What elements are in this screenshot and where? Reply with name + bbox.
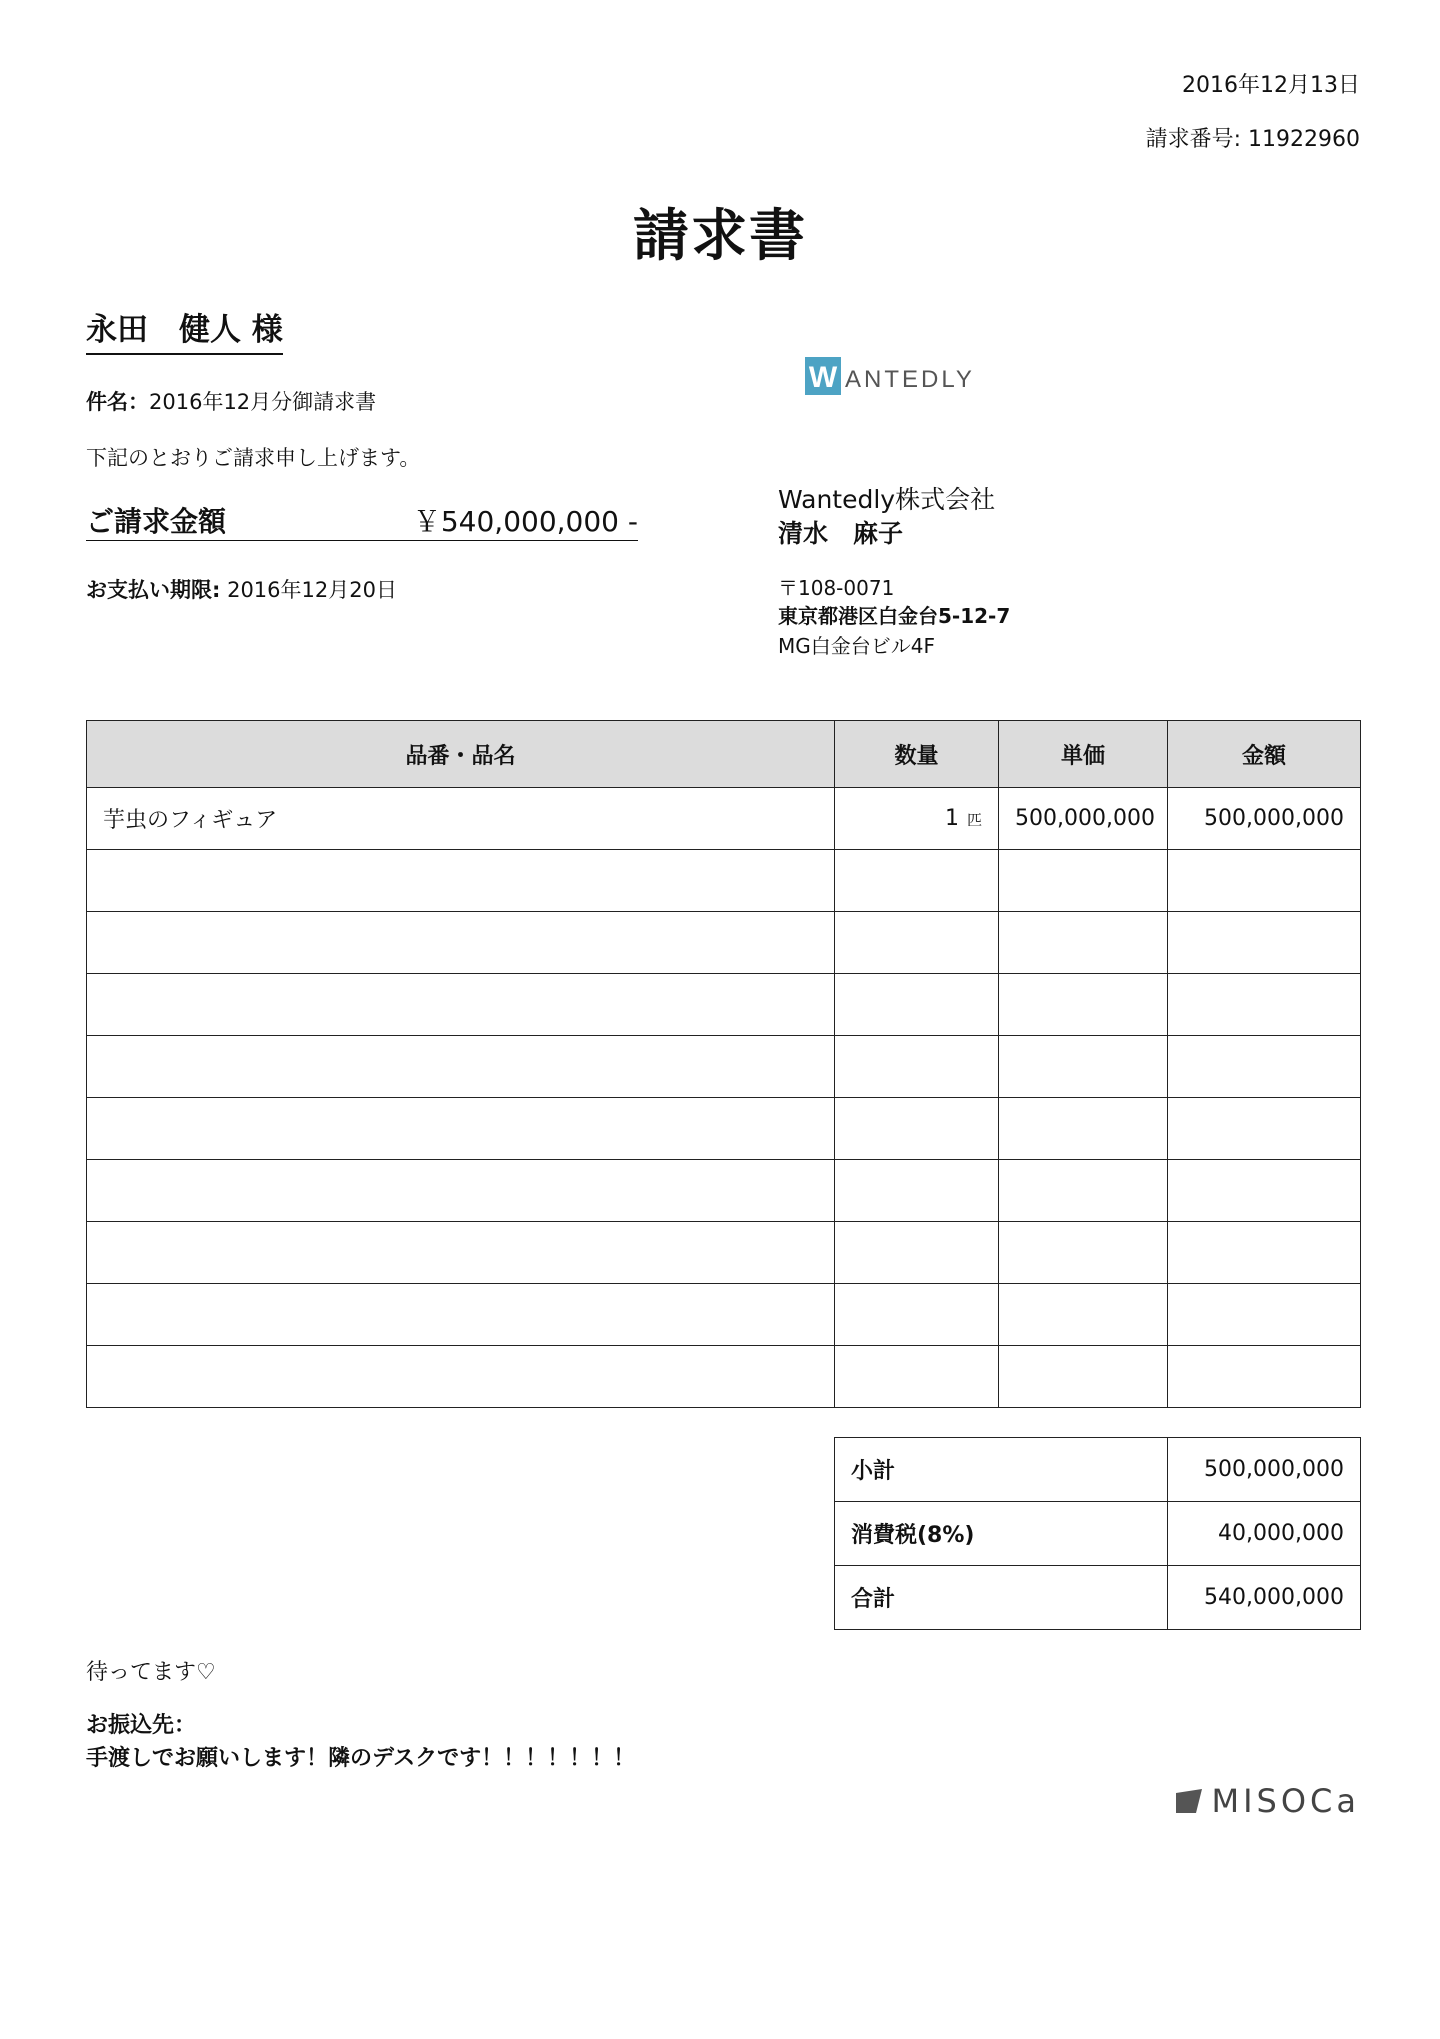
misoca-logo-icon (1176, 1789, 1202, 1813)
amount-cell (1168, 912, 1361, 974)
sender-address-line1: 東京都港区白金台5-12-7 (778, 604, 1011, 628)
table-row (87, 788, 1361, 850)
item-name-cell (87, 1160, 835, 1222)
items-table (86, 720, 1361, 1408)
subtotal-label: 小計 (835, 1438, 1168, 1502)
item-name-cell (87, 788, 835, 850)
misoca-logo (1176, 1783, 1361, 1819)
total-label: 合計 (835, 1566, 1168, 1630)
note-message: 待ってます♡ (86, 1660, 216, 1685)
sender-person: 清水 麻子 (778, 519, 904, 548)
tax-label: 消費税(8%) (835, 1502, 1168, 1566)
quantity-cell (835, 974, 999, 1036)
total-row (835, 1566, 1361, 1630)
billing-amount (86, 500, 638, 541)
amount-cell (1168, 974, 1361, 1036)
quantity-cell-text: 1 (944, 806, 959, 831)
table-row (87, 974, 1361, 1036)
quantity-cell (835, 788, 999, 850)
table-row (87, 1160, 1361, 1222)
quantity-cell (835, 1098, 999, 1160)
unit-price-cell (999, 1036, 1168, 1098)
item-name-cell (87, 1036, 835, 1098)
billing-amount-value: ￥540,000,000 - (412, 505, 638, 538)
amount-cell (1168, 788, 1361, 850)
header-unit-price: 単価 (999, 721, 1168, 788)
client-name: 永田 健人 様 (86, 304, 283, 355)
table-row (87, 850, 1361, 912)
quantity-cell (835, 912, 999, 974)
unit-price-cell (999, 974, 1168, 1036)
quantity-cell (835, 1346, 999, 1408)
subject-value: 2016年12月分御請求書 (149, 390, 377, 414)
amount-cell (1168, 1284, 1361, 1346)
wantedly-logo-icon (805, 357, 981, 395)
item-name-cell (87, 1346, 835, 1408)
invoice-number: 請求番号: 11922960 (1145, 127, 1360, 152)
totals-table (834, 1437, 1361, 1630)
subtotal-value: 500,000,000 (1168, 1438, 1361, 1502)
header-amount: 金額 (1168, 721, 1361, 788)
quantity-cell (835, 1222, 999, 1284)
invoice-date: 2016年12月13日 (1182, 73, 1360, 98)
amount-cell-text: 500,000,000 (1204, 806, 1344, 831)
bank-text: 手渡しでお願いします！隣のデスクです！！！！！！！ (86, 1746, 636, 1771)
subject-label: 件名： (86, 390, 149, 414)
table-row (87, 1098, 1361, 1160)
unit-price-cell (999, 788, 1168, 850)
bank-label: お振込先： (86, 1713, 197, 1738)
total-value: 540,000,000 (1168, 1566, 1361, 1630)
quantity-unit: 匹 (966, 811, 982, 829)
unit-price-cell (999, 850, 1168, 912)
table-row (87, 1036, 1361, 1098)
unit-price-cell (999, 1222, 1168, 1284)
logo-wordmark: ANTEDLY (845, 366, 975, 393)
sender-postal-code: 〒108-0071 (778, 576, 895, 600)
unit-price-cell (999, 1098, 1168, 1160)
tax-value: 40,000,000 (1168, 1502, 1361, 1566)
quantity-cell (835, 1036, 999, 1098)
quantity-cell (835, 850, 999, 912)
item-name-cell (87, 912, 835, 974)
wantedly-logo (805, 357, 981, 395)
item-name-cell (87, 1284, 835, 1346)
amount-cell (1168, 1098, 1361, 1160)
items-header-row (87, 721, 1361, 788)
subject-line (86, 386, 376, 416)
header-quantity: 数量 (835, 721, 999, 788)
item-name-cell (87, 974, 835, 1036)
amount-cell (1168, 1160, 1361, 1222)
unit-price-cell (999, 912, 1168, 974)
amount-cell (1168, 1222, 1361, 1284)
logo-initial: W (808, 361, 838, 394)
amount-cell (1168, 1346, 1361, 1408)
sender-company: Wantedly株式会社 (778, 485, 996, 514)
unit-price-cell (999, 1346, 1168, 1408)
subtotal-row (835, 1438, 1361, 1502)
item-name-cell (87, 1222, 835, 1284)
sender-address-line2: MG白金台ビル4F (778, 634, 935, 658)
table-row (87, 1222, 1361, 1284)
quantity-cell (835, 1284, 999, 1346)
unit-price-cell-text: 500,000,000 (1015, 806, 1155, 831)
table-row (87, 912, 1361, 974)
item-name-cell (87, 850, 835, 912)
header-item-name: 品番・品名 (87, 721, 835, 788)
amount-cell (1168, 850, 1361, 912)
payment-due (86, 574, 397, 604)
item-name-cell (87, 1098, 835, 1160)
billing-amount-label: ご請求金額 (86, 505, 227, 538)
intro-text: 下記のとおりご請求申し上げます。 (86, 446, 421, 470)
amount-cell (1168, 1036, 1361, 1098)
unit-price-cell (999, 1284, 1168, 1346)
item-name-cell-text: 芋虫のフィギュア (103, 808, 278, 833)
payment-due-label: お支払い期限: (86, 578, 221, 602)
payment-due-value: 2016年12月20日 (220, 578, 397, 602)
table-row (87, 1284, 1361, 1346)
unit-price-cell (999, 1160, 1168, 1222)
document-title: 請求書 (633, 204, 807, 269)
quantity-cell (835, 1160, 999, 1222)
tax-row (835, 1502, 1361, 1566)
table-row (87, 1346, 1361, 1408)
misoca-wordmark: MISOCa (1211, 1782, 1360, 1820)
